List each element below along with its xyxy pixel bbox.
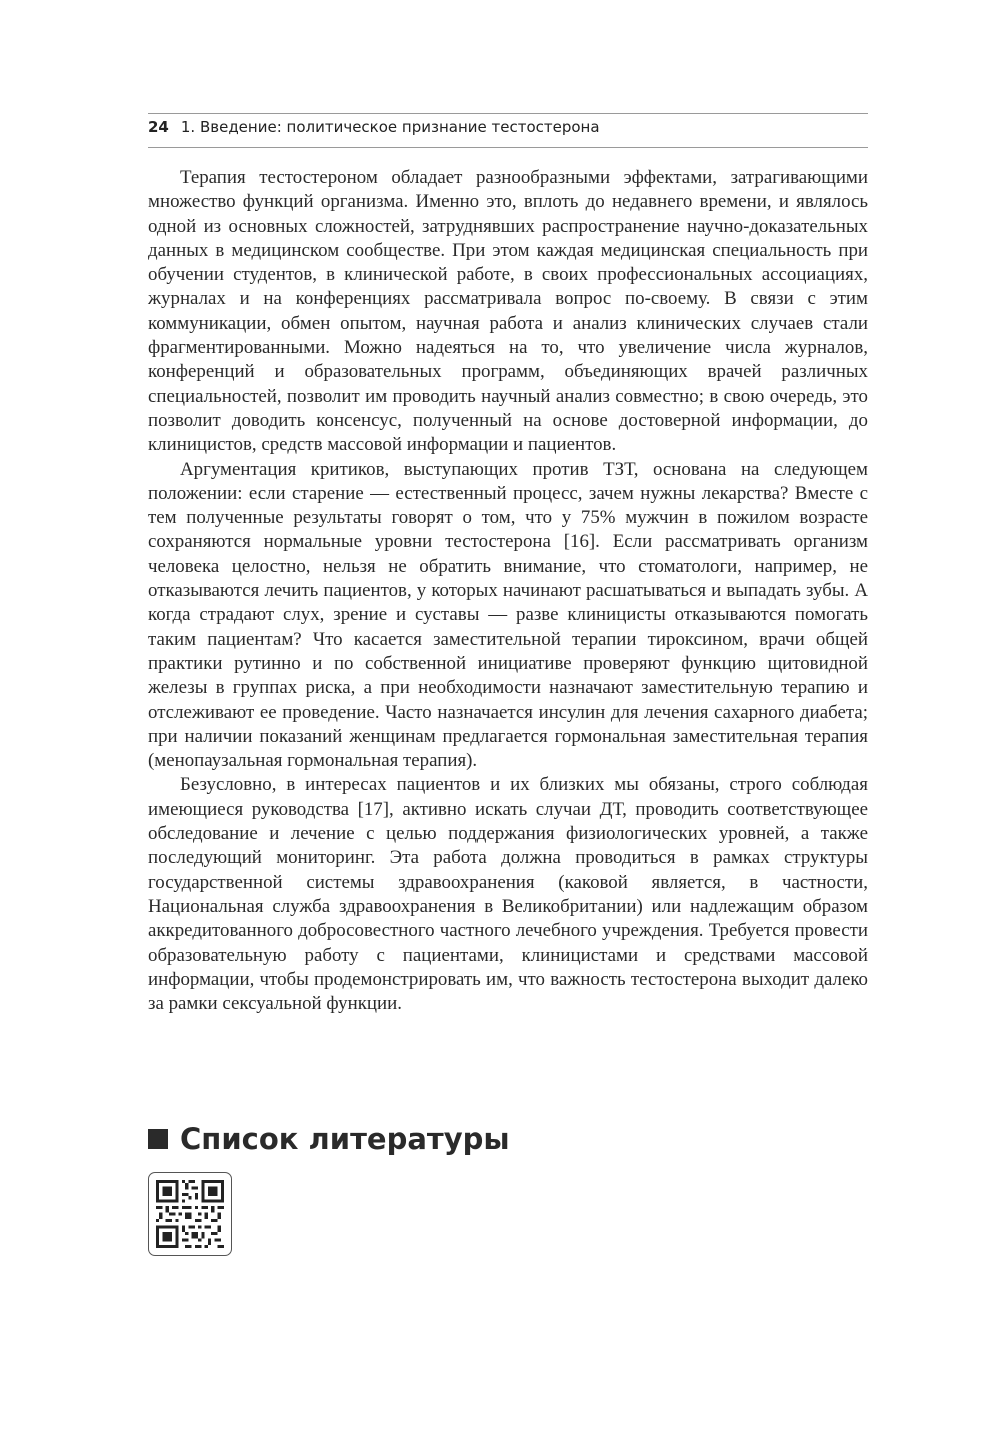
paragraph: Безусловно, в интересах пациентов и их близких мы обязаны, строго соблюдая имеющиеся руководства [17], активно искать случаи ДТ, проводить соответствующее обследование и лечение с целью поддержания физиологических уровней, а также последующий мониторинг. Эта работа должна проводиться в рамках структуры государственной системы здравоохранения (каковой является, в частности, Национальная служба здравоохранения в Великобритании) или надлежащим образом аккредитованного добросовестного частного лечебного учреждения. Требуется провести образовательную работу с пациентами, клиницистами и средствами массовой информации, чтобы продемонстрировать им, что важность тестостерона выходит далеко за рамки сексуальной функции. — [148, 774, 868, 1015]
running-head — [148, 118, 868, 136]
qr-code-icon — [156, 1180, 224, 1248]
page-number: 24 — [148, 118, 169, 136]
header-top-rule — [148, 113, 868, 114]
paragraph: Аргументация критиков, выступающих против ТЗТ, основана на следующем положении: если старение — естественный процесс, зачем нужны лекарства? Вместе с тем полученные результаты говорят о том, что у 75% мужчин в пожилом возрасте сохраняются нормальные уровни тестостерона [16]. Если рассматривать организм человека целостно, нельзя не обратить внимание, что стоматологи, например, не отказываются лечить пациентов, у которых начинают расшатываться и выпадать зубы. А когда страдают слух, зрение и суставы — разве клиницисты отказываются помогать таким пациентам? Что касается заместительной терапии тироксином, врачи общей практики рутинно и по собственной инициативе проверяют функцию щитовидной железы в группах риска, а при необходимости назначают заместительную терапию и отслеживают ее проведение. Часто назначается инсулин для лечения сахарного диабета; при наличии показаний женщинам предлагается гормональная заместительная терапия (менопаузальная гормональная терапия). — [148, 458, 868, 772]
section-heading — [148, 1122, 510, 1156]
square-bullet-icon — [148, 1129, 168, 1149]
qr-code-frame — [148, 1172, 232, 1256]
body-text — [148, 166, 868, 1016]
paragraph: Терапия тестостероном обладает разнообразными эффектами, затрагивающими множество функций организма. Именно это, вплоть до недавнего времени, и являлось одной из основных сложностей, затруднявших распространение научно-доказательных данных в медицинском сообществе. При этом каждая медицинская специальность при обучении студентов, в клинической работе, в своих профессиональных ассоциациях, журналах и на конференциях рассматривала вопрос по-своему. В связи с этим коммуникации, обмен опытом, научная работа и анализ клинических случаев стали фрагментированными. Можно надеяться на то, что увеличение числа журналов, конференций и образовательных программ, объединяющих врачей различных специальностей, позволит им проводить научный анализ совместно; в свою очередь, это позволит доводить консенсус, полученный на основе достоверной информации, до клиницистов, средств массовой информации и пациентов. — [148, 167, 868, 456]
chapter-title: 1. Введение: политическое признание тестостерона — [180, 118, 600, 136]
header-bottom-rule — [148, 147, 868, 148]
section-heading-text: Список литературы — [180, 1122, 510, 1156]
